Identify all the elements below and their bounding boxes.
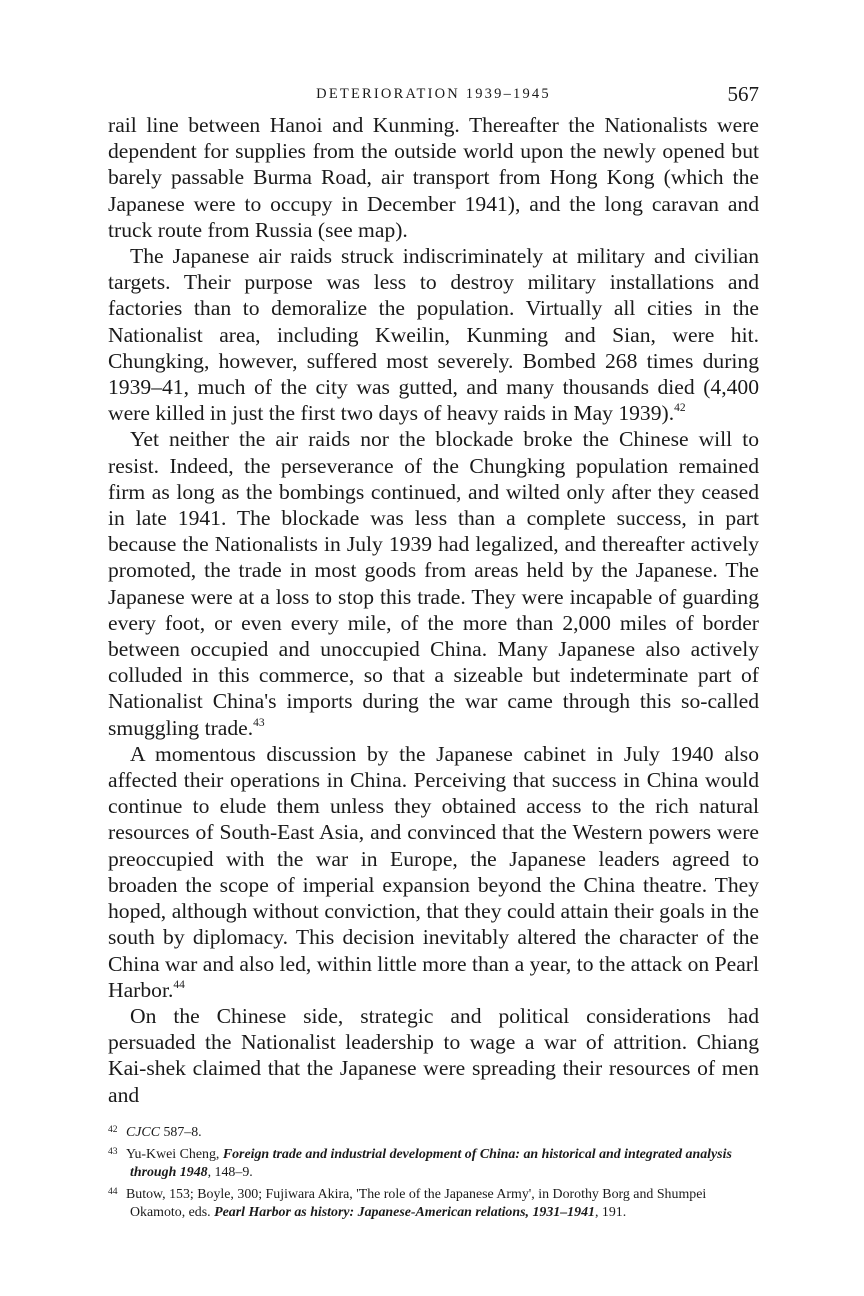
footnote-reference[interactable]: 42: [674, 402, 686, 415]
page-number: 567: [727, 82, 759, 106]
body-text: [108, 112, 759, 1108]
book-page: [108, 82, 759, 1223]
footnotes: [108, 1121, 759, 1222]
footnote-number: 44: [108, 1186, 118, 1197]
footnote: [108, 1121, 759, 1142]
running-head: DETERIORATION 1939–1945: [316, 86, 551, 102]
paragraph: [108, 112, 759, 243]
footnote: [108, 1143, 759, 1182]
paragraph: [108, 1003, 759, 1108]
paragraph-text: The Japanese air raids struck indiscriminately at military and civilian targets. Their purpose was less to destroy military installations and factories than to demoralize the population. Virtually all cities in the Nationalist area, including Kweilin, Kunming and Sian, were hit. Chungking, however, suffered most severely. Bombed 268 times during 1939–41, much of the city was gutted, and many thousands died (4,400 were killed in just the first two days of heavy raids in May 1939).: [108, 244, 759, 426]
paragraph-text: Yet neither the air raids nor the blockade broke the Chinese will to resist. Indeed, the perseverance of the Chungking population remained firm as long as the bombings continued, and wilted only after they ceased in late 1941. The blockade was less than a complete success, in part because the Nationalists in July 1939 had legalized, and thereafter actively promoted, the trade in most goods from areas held by the Japanese. The Japanese were at a loss to stop this trade. They were incapable of guarding every foot, or even every mile, of the more than 2,000 miles of border between occupied and unoccupied China. Many Japanese also actively colluded in this commerce, so that a sizeable but indeterminate part of Nationalist China's imports during the war came through this so-called smuggling trade.: [108, 427, 759, 740]
footnote-reference[interactable]: 43: [253, 716, 265, 729]
footnote-text: , 148–9.: [207, 1164, 253, 1180]
footnote-text: Pearl Harbor as history: Japanese-American relations, 1931–1941: [214, 1204, 595, 1220]
footnote-text: Butow, 153; Boyle, 300; Fujiwara Akira, 'The role of the Japanese Army', in Dorothy Borg and Shumpei Okamoto, eds.: [126, 1186, 707, 1220]
paragraph: [108, 426, 759, 740]
footnote-text: Foreign trade and industrial development of China: an historical and integrated analysis through 1948: [130, 1146, 732, 1180]
page-header: [108, 82, 759, 112]
footnote-number: 43: [108, 1146, 118, 1157]
paragraph: [108, 243, 759, 426]
footnote-text: Yu-Kwei Cheng,: [126, 1146, 223, 1162]
footnote-number: 42: [108, 1124, 118, 1135]
footnote-text: 587–8.: [159, 1124, 202, 1140]
footnote-text: , 191.: [594, 1204, 627, 1220]
footnote-reference[interactable]: 44: [173, 978, 185, 991]
footnote: [108, 1183, 759, 1222]
footnote-text: CJCC: [126, 1124, 160, 1140]
paragraph-text: rail line between Hanoi and Kunming. Thereafter the Nationalists were dependent for supplies from the outside world upon the newly opened but barely passable Burma Road, air transport from Hong Kong (which the Japanese were to occupy in December 1941), and the long caravan and truck route from Russia (see map).: [108, 113, 759, 242]
paragraph-text: A momentous discussion by the Japanese cabinet in July 1940 also affected their operations in China. Perceiving that success in China would continue to elude them unless they obtained access to the rich natural resources of South-East Asia, and convinced that the Western powers were preoccupied with the war in Europe, the Japanese leaders agreed to broaden the scope of imperial expansion beyond the China theatre. They hoped, although without conviction, that they could attain their goals in the south by diplomacy. This decision inevitably altered the character of the China war and also led, within little more than a year, to the attack on Pearl Harbor.: [108, 741, 759, 1002]
paragraph: [108, 741, 759, 1003]
paragraph-text: On the Chinese side, strategic and political considerations had persuaded the Nationalist leadership to wage a war of attrition. Chiang Kai-shek claimed that the Japanese were spreading their resources of men and: [108, 1003, 759, 1107]
